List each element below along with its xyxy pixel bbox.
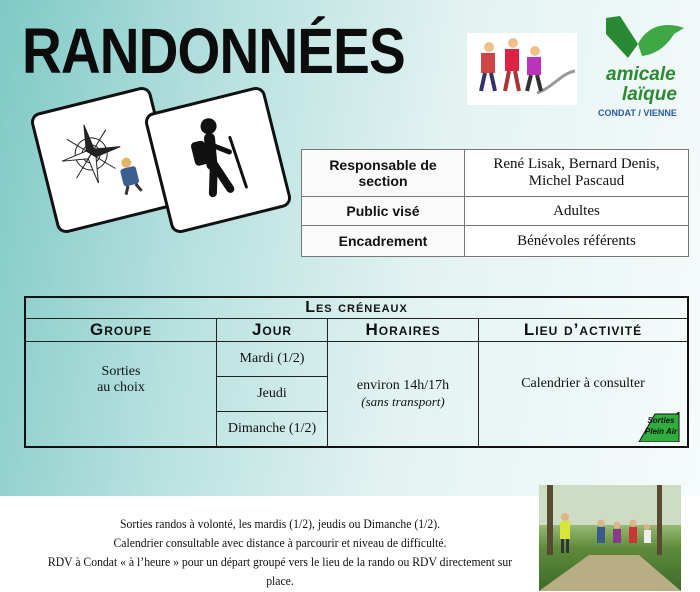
info-row [302, 197, 689, 226]
logo-word-laique: laïque [622, 84, 677, 105]
hikers-illustration [467, 33, 577, 105]
col-header-day: Jour [217, 319, 328, 342]
logo-place: CONDAT / VIENNE [598, 108, 677, 118]
section-info-table [301, 149, 689, 257]
badge-line: Plein Air [644, 426, 678, 436]
footer-text [46, 514, 514, 590]
info-value: Adultes [465, 197, 689, 226]
schedule-caption: Les créneaux [25, 297, 688, 319]
col-header-hours: Horaires [328, 319, 479, 342]
group-line: Sorties [101, 364, 141, 379]
plein-air-badge [635, 412, 683, 442]
info-row [302, 150, 689, 197]
info-label: Public visé [302, 197, 465, 226]
dove-hand-icon [598, 14, 694, 66]
logo-word-amicale: amicale [606, 64, 676, 85]
amicale-laique-logo [598, 14, 694, 126]
day-cell: Dimanche (1/2) [217, 412, 328, 447]
group-line: au choix [97, 380, 145, 395]
day-cell: Mardi (1/2) [217, 342, 328, 377]
col-header-group: Groupe [25, 319, 217, 342]
info-label: Encadrement [302, 226, 465, 257]
footer-line: Calendrier consultable avec distance à parcourir et niveau de difficulté. [113, 535, 447, 550]
hours-note: (sans transport) [361, 393, 445, 409]
info-row [302, 226, 689, 257]
hiker-cartoon-icon [117, 156, 141, 195]
badge-line: Sorties [647, 415, 675, 425]
col-header-place: Lieu d’activité [479, 319, 689, 342]
place-text: Calendrier à consulter [521, 376, 645, 391]
footer-line: Sorties randos à volonté, les mardis (1/2), jeudis ou Dimanche (1/2). [119, 516, 441, 531]
schedule-table [24, 296, 689, 448]
group-cell [25, 342, 217, 447]
place-cell [479, 342, 689, 447]
info-value: Bénévoles référents [465, 226, 689, 257]
info-label: Responsable de section [302, 150, 465, 197]
footer-line: RDV à Condat « à l’heure » pour un départ groupé vers le lieu de la rando ou RDV directement sur place. [47, 554, 513, 588]
hours-cell [328, 342, 479, 447]
page-title: RANDONNÉES [22, 15, 405, 87]
hiker-pictogram-icon [146, 90, 282, 226]
hours-text: environ 14h/17h [356, 377, 450, 393]
info-value: René Lisak, Bernard Denis, Michel Pascaud [465, 150, 689, 197]
day-cell: Jeudi [217, 377, 328, 412]
hiking-group-photo [539, 485, 681, 591]
compass-rose-icon [32, 90, 168, 226]
